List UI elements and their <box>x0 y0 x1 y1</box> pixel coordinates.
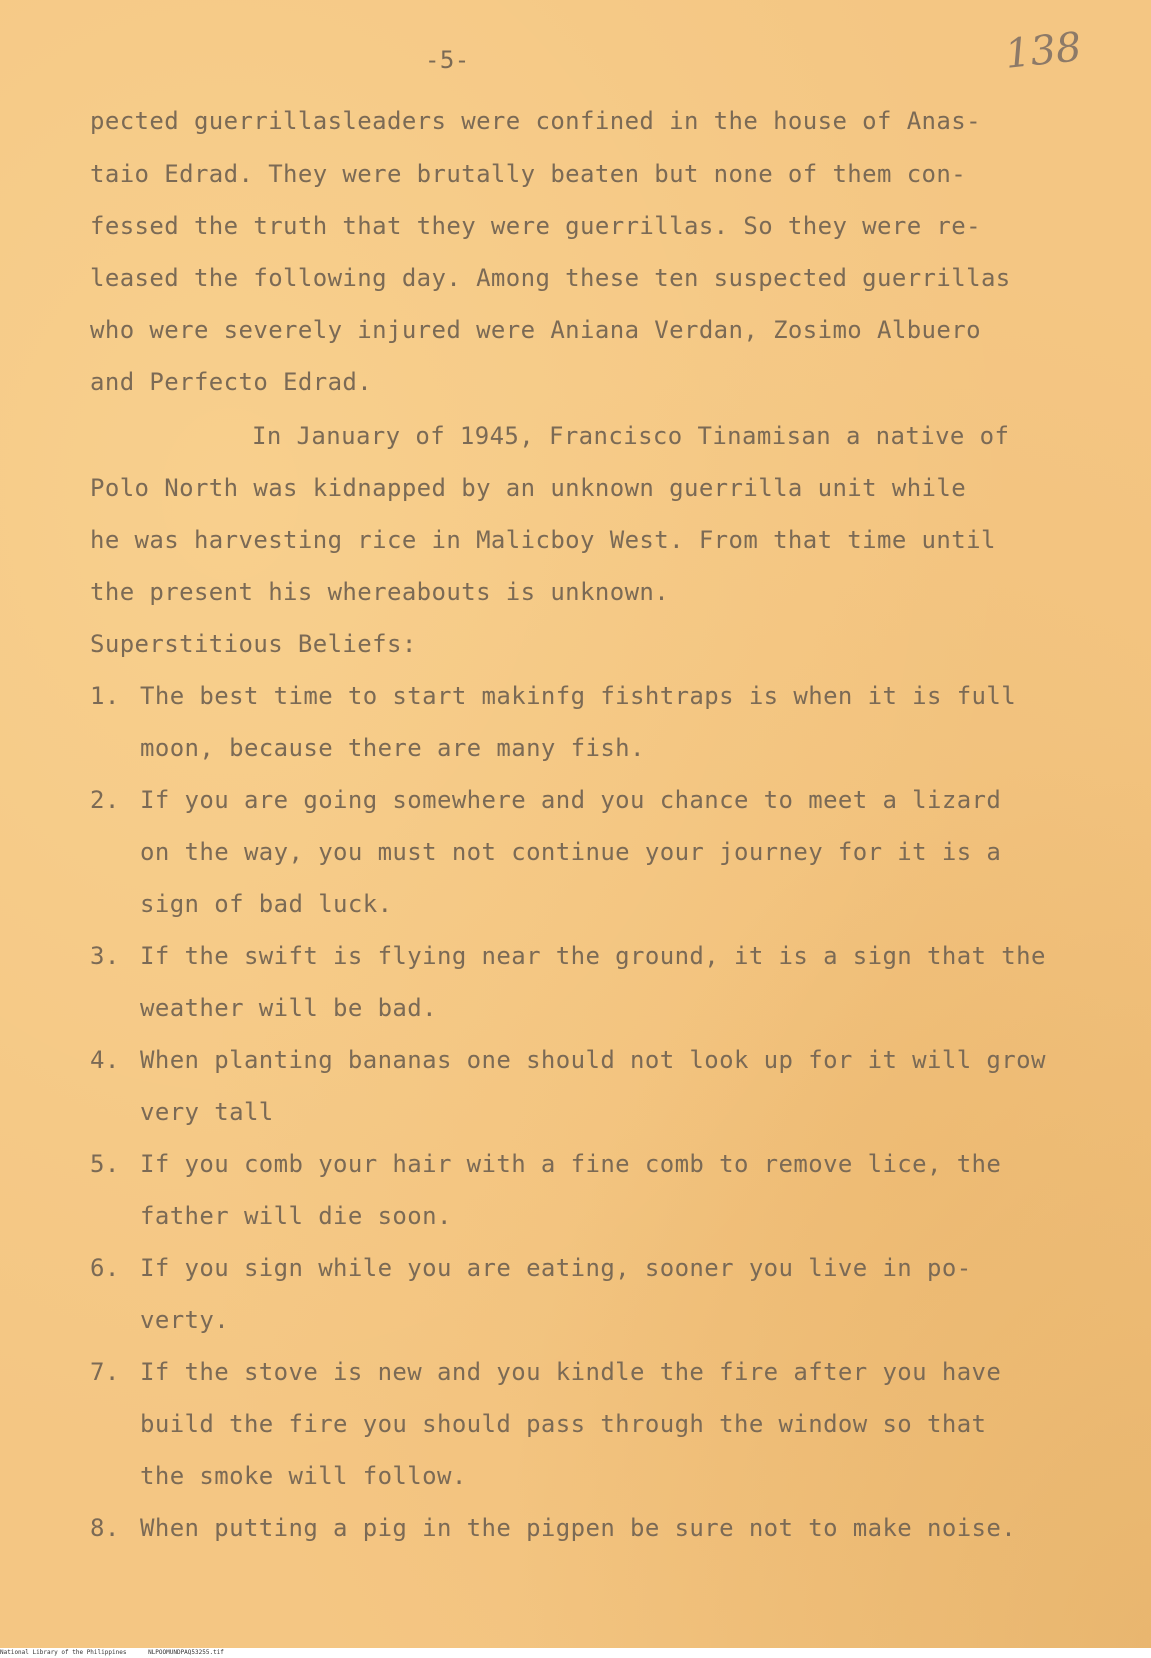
section-heading: Superstitious Beliefs: <box>90 630 417 658</box>
list-item-line: the smoke will follow. <box>140 1462 467 1490</box>
text-line: the present his whereabouts is unknown. <box>90 578 670 606</box>
folio-number: 138 <box>1002 24 1084 78</box>
text-line: pected guerrillasleaders were confined in the house of Anas- <box>90 107 981 135</box>
list-item-line: If you are going somewhere and you chance to meet a lizard <box>140 786 1002 814</box>
text-line: he was harvesting rice in Malicboy West. From that time until <box>90 526 996 554</box>
scan-footer <box>0 1648 1151 1658</box>
text-line: and Perfecto Edrad. <box>90 368 373 396</box>
list-item-line: sign of bad luck. <box>140 890 393 918</box>
text-line: In January of 1945, Francisco Tinamisan a native of <box>252 422 1010 450</box>
list-item-line: If you comb your hair with a fine comb to remove lice, the <box>140 1150 1002 1178</box>
list-item-line: father will die soon. <box>140 1202 452 1230</box>
list-number: 4. <box>90 1046 120 1074</box>
list-number: 7. <box>90 1358 120 1386</box>
text-line: taio Edrad. They were brutally beaten but none of them con- <box>90 160 967 188</box>
list-item-line: When putting a pig in the pigpen be sure not to make noise. <box>140 1514 1017 1542</box>
list-number: 6. <box>90 1254 120 1282</box>
list-item-line: If the stove is new and you kindle the fire after you have <box>140 1358 1002 1386</box>
list-number: 5. <box>90 1150 120 1178</box>
text-line: leased the following day. Among these ten suspected guerrillas <box>90 264 1011 292</box>
text-line: Polo North was kidnapped by an unknown guerrilla unit while <box>90 474 967 502</box>
list-item-line: When planting bananas one should not look up for it will grow <box>140 1046 1046 1074</box>
list-number: 1. <box>90 682 120 710</box>
list-item-line: If the swift is flying near the ground, it is a sign that the <box>140 942 1046 970</box>
text-line: who were severely injured were Aniana Verdan, Zosimo Albuero <box>90 316 981 344</box>
list-number: 3. <box>90 942 120 970</box>
list-item-line: build the fire you should pass through the window so that <box>140 1410 987 1438</box>
list-item-line: verty. <box>140 1306 230 1334</box>
text-line: fessed the truth that they were guerrillas. So they were re- <box>90 212 981 240</box>
list-item-line: The best time to start makinfg fishtraps is when it is full <box>140 682 1017 710</box>
list-number: 2. <box>90 786 120 814</box>
page-number: -5- <box>425 46 470 74</box>
footer-library: National Library of the Philippines <box>0 1649 127 1656</box>
list-item-line: moon, because there are many fish. <box>140 734 645 762</box>
list-item-line: very tall <box>140 1098 274 1126</box>
footer-filename: NLPOOMUNDPAQ53255.tif <box>148 1649 224 1656</box>
list-number: 8. <box>90 1514 120 1542</box>
list-item-line: If you sign while you are eating, sooner you live in po- <box>140 1254 972 1282</box>
list-item-line: on the way, you must not continue your journey for it is a <box>140 838 1002 866</box>
list-item-line: weather will be bad. <box>140 994 437 1022</box>
